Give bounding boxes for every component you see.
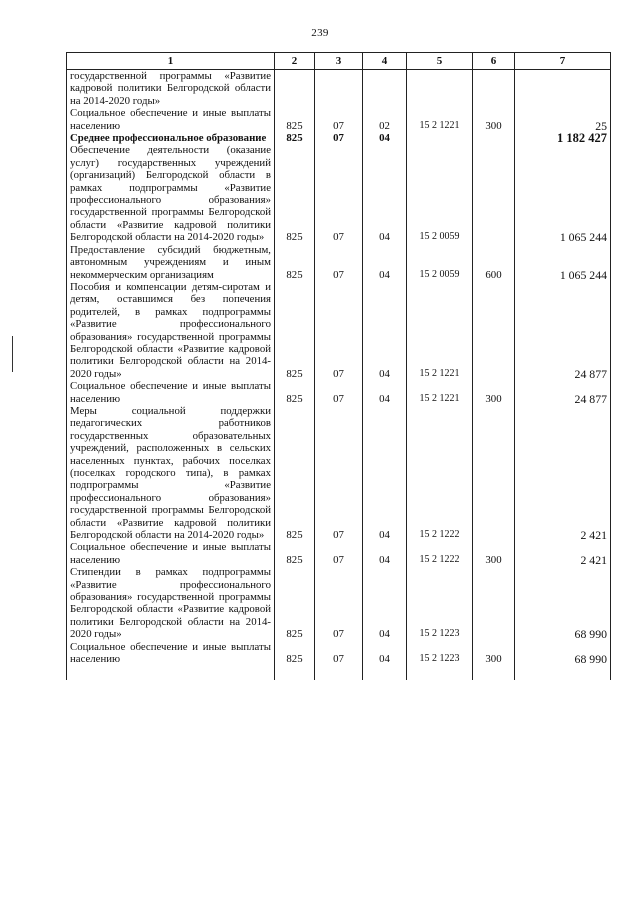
header-col-2: 2 <box>275 53 315 70</box>
row-ministry-code: 825 <box>275 405 315 541</box>
row-description: Среднее профессиональное образование <box>67 132 275 144</box>
row-amount <box>515 70 611 108</box>
row-target-article: 15 2 1221 <box>407 107 473 132</box>
row-target-article: 15 2 1222 <box>407 405 473 541</box>
row-section-code: 07 <box>315 641 363 666</box>
row-target-article: 15 2 1222 <box>407 541 473 566</box>
row-target-article: 15 2 1223 <box>407 566 473 640</box>
margin-mark <box>12 336 13 372</box>
row-target-article: 15 2 0059 <box>407 144 473 243</box>
row-expense-type <box>473 132 515 144</box>
row-description: Социальное обеспечение и иные выплаты населению <box>67 641 275 666</box>
row-section-code: 07 <box>315 144 363 243</box>
row-amount: 25 <box>515 107 611 132</box>
page-number: 239 <box>311 27 329 39</box>
row-subsection-code: 04 <box>363 144 407 243</box>
row-amount: 24 877 <box>515 281 611 380</box>
row-expense-type <box>473 281 515 380</box>
row-subsection-code: 04 <box>363 281 407 380</box>
row-amount: 1 182 427 <box>515 132 611 144</box>
row-description: Социальное обеспечение и иные выплаты населению <box>67 541 275 566</box>
row-description: Социальное обеспечение и иные выплаты населению <box>67 380 275 405</box>
row-amount: 68 990 <box>515 641 611 666</box>
row-section-code: 07 <box>315 244 363 281</box>
table-body <box>67 70 611 680</box>
row-ministry-code: 825 <box>275 281 315 380</box>
row-ministry-code: 825 <box>275 144 315 243</box>
table-continuation <box>67 666 611 680</box>
row-subsection-code <box>363 70 407 108</box>
row-amount: 2 421 <box>515 405 611 541</box>
row-subsection-code: 04 <box>363 566 407 640</box>
row-description: Пособия и компенсации детям-сиротам и детям, оставшимся без попечения родителей, в рамках подпрограммы «Развитие профессионального образования» государственной программы Белгородской области «Развитие кадровой политики Белгородской области на 2014-2020 годы» <box>67 281 275 380</box>
table-row <box>67 244 611 281</box>
row-amount: 24 877 <box>515 380 611 405</box>
row-expense-type: 600 <box>473 244 515 281</box>
row-amount: 1 065 244 <box>515 144 611 243</box>
row-section-code: 07 <box>315 566 363 640</box>
row-ministry-code: 825 <box>275 541 315 566</box>
row-section-code: 07 <box>315 541 363 566</box>
row-ministry-code: 825 <box>275 107 315 132</box>
row-expense-type: 300 <box>473 107 515 132</box>
header-col-7: 7 <box>515 53 611 70</box>
row-target-article: 15 2 1221 <box>407 281 473 380</box>
row-subsection-code: 02 <box>363 107 407 132</box>
header-col-3: 3 <box>315 53 363 70</box>
table-row <box>67 566 611 640</box>
row-subsection-code: 04 <box>363 380 407 405</box>
row-section-code: 07 <box>315 281 363 380</box>
budget-table <box>66 52 611 680</box>
row-expense-type <box>473 144 515 243</box>
table-row <box>67 405 611 541</box>
row-ministry-code: 825 <box>275 641 315 666</box>
table-row <box>67 541 611 566</box>
row-description: Социальное обеспечение и иные выплаты населению <box>67 107 275 132</box>
row-ministry-code: 825 <box>275 132 315 144</box>
row-expense-type <box>473 566 515 640</box>
row-amount: 2 421 <box>515 541 611 566</box>
row-description: Предоставление субсидий бюджетным, автономным учреждениям и иным некоммерческим организациям <box>67 244 275 281</box>
header-col-4: 4 <box>363 53 407 70</box>
row-target-article: 15 2 0059 <box>407 244 473 281</box>
row-ministry-code <box>275 70 315 108</box>
row-target-article: 15 2 1221 <box>407 380 473 405</box>
row-section-code: 07 <box>315 380 363 405</box>
header-col-5: 5 <box>407 53 473 70</box>
row-ministry-code: 825 <box>275 566 315 640</box>
row-subsection-code: 04 <box>363 405 407 541</box>
row-description: Меры социальной поддержки педагогических работников государственных образовательных учреждений, расположенных в сельских населенных пунктах, рабочих поселках (поселках городского типа), в рамках подпрограммы «Развитие профессионального образования» государственной программы Белгородской области «Развитие кадровой политики Белгородской области на 2014-2020 годы» <box>67 405 275 541</box>
row-target-article: 15 2 1223 <box>407 641 473 666</box>
row-ministry-code: 825 <box>275 380 315 405</box>
row-expense-type <box>473 70 515 108</box>
row-expense-type: 300 <box>473 380 515 405</box>
row-amount: 68 990 <box>515 566 611 640</box>
row-subsection-code: 04 <box>363 641 407 666</box>
table-header-row <box>67 53 611 70</box>
row-subsection-code: 04 <box>363 244 407 281</box>
row-expense-type: 300 <box>473 541 515 566</box>
table-row <box>67 281 611 380</box>
row-section-code: 07 <box>315 132 363 144</box>
row-target-article <box>407 132 473 144</box>
row-ministry-code: 825 <box>275 244 315 281</box>
row-section-code <box>315 70 363 108</box>
row-subsection-code: 04 <box>363 132 407 144</box>
row-amount: 1 065 244 <box>515 244 611 281</box>
row-description: Обеспечение деятельности (оказание услуг) государственных учреждений (организаций) Белгородской области в рамках подпрограммы «Развитие профессионального образования» государственной программы Белгородской области «Развитие кадровой политики Белгородской области на 2014-2020 годы» <box>67 144 275 243</box>
row-expense-type <box>473 405 515 541</box>
table-row <box>67 132 611 144</box>
header-col-6: 6 <box>473 53 515 70</box>
table-row <box>67 107 611 132</box>
row-target-article <box>407 70 473 108</box>
row-description: Стипендии в рамках подпрограммы «Развитие профессионального образования» государственной программы Белгородской области «Развитие кадровой политики Белгородской области на 2014-2020 годы» <box>67 566 275 640</box>
table-row <box>67 641 611 666</box>
row-expense-type: 300 <box>473 641 515 666</box>
table-row <box>67 70 611 108</box>
table-row <box>67 144 611 243</box>
header-col-1: 1 <box>67 53 275 70</box>
row-section-code: 07 <box>315 405 363 541</box>
row-description: государственной программы «Развитие кадровой политики Белгородской области на 2014-2020 годы» <box>67 70 275 108</box>
row-subsection-code: 04 <box>363 541 407 566</box>
row-section-code: 07 <box>315 107 363 132</box>
table-row <box>67 380 611 405</box>
